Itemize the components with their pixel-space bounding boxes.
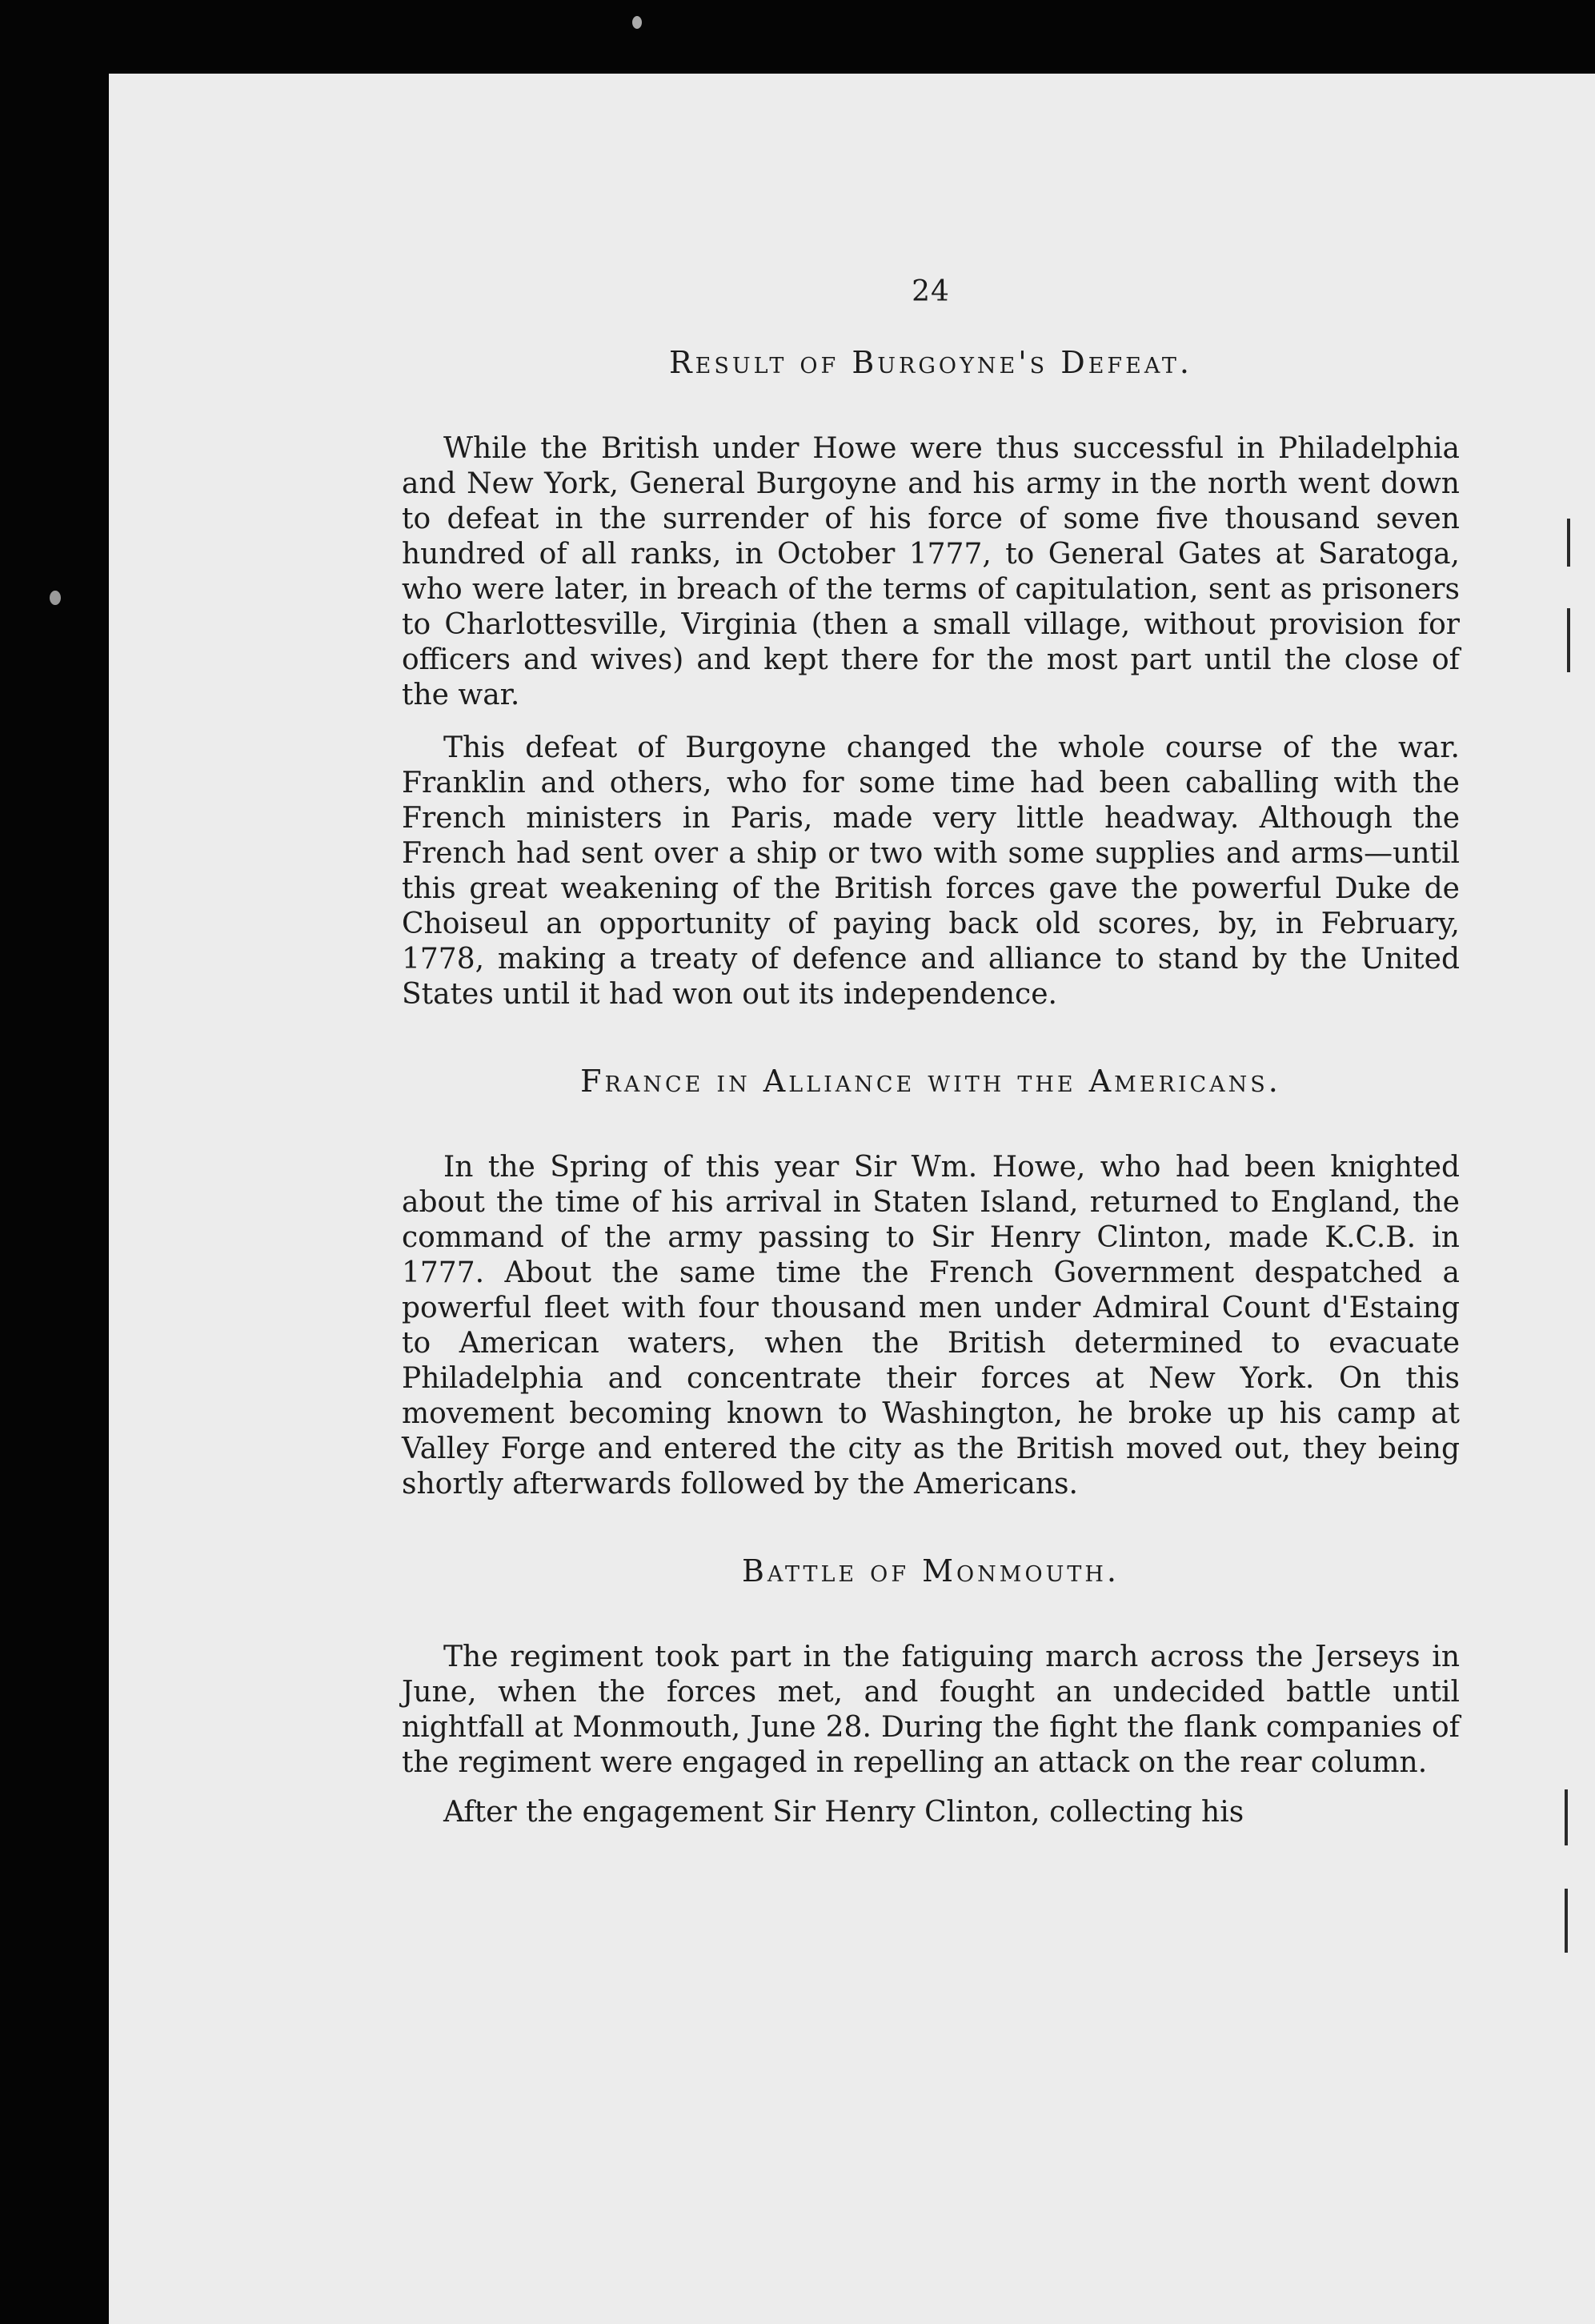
paragraph: After the engagement Sir Henry Clinton, collecting his — [443, 1796, 1244, 1829]
paragraph: While the British under Howe were thus successful in Philadelphia and New York, General Burgoyne and his army in the north went down to defeat in the surrender of his force of some five thousand seven hundred of all ranks, in October 1777, to General Gates at Saratoga, who were later, in breach of the terms of capitulation, sent as prisoners to Charlottesville, Virginia (then a small village, without provision for officers and wives) and kept there for the most part until the close of the war. — [402, 432, 1460, 711]
scan-speck — [632, 16, 642, 29]
document-page — [109, 74, 1595, 2324]
page-content — [402, 275, 1460, 1845]
section-heading: Result of Burgoyne's Defeat. — [669, 345, 1192, 380]
edge-mark — [1567, 608, 1570, 672]
section-burgoyne-defeat — [402, 345, 1460, 1012]
section-heading: France in Alliance with the Americans. — [580, 1064, 1281, 1099]
section-france-alliance — [402, 1064, 1460, 1502]
edge-mark — [1565, 1889, 1568, 1953]
paragraph: This defeat of Burgoyne changed the whole course of the war. Franklin and others, who for some time had been caballing with the French ministers in Paris, made very little headway. Although the French had sent over a ship or two with some supplies and arms—until this great weakening of the British forces gave the powerful Duke de Choiseul an opportunity of paying back old scores, by, in February, 1778, making a treaty of defence and alliance to stand by the United States until it had won out its independence. — [402, 731, 1460, 1011]
page-number: 24 — [912, 275, 950, 308]
section-heading: Battle of Monmouth. — [742, 1553, 1120, 1589]
scan-speck — [50, 591, 61, 605]
section-battle-monmouth — [402, 1553, 1460, 1830]
paragraph: The regiment took part in the fatiguing march across the Jerseys in June, when the forces met, and fought an undecided battle until nightfall at Monmouth, June 28. During the fight the flank companies of the regiment were engaged in repelling an attack on the rear column. — [402, 1641, 1460, 1779]
edge-mark — [1567, 519, 1570, 567]
edge-mark — [1565, 1789, 1568, 1845]
paragraph: In the Spring of this year Sir Wm. Howe, who had been knighted about the time of his arrival in Staten Island, returned to England, the command of the army passing to Sir Henry Clinton, made K.C.B. in 1777. About the same time the French Government despatched a powerful fleet with four thousand men under Admiral Count d'Estaing to American waters, when the British determined to evacuate Philadelphia and concentrate their forces at New York. On this movement becoming known to Washington, he broke up his camp at Valley Forge and entered the city as the British moved out, they being shortly afterwards followed by the Americans. — [402, 1151, 1460, 1501]
